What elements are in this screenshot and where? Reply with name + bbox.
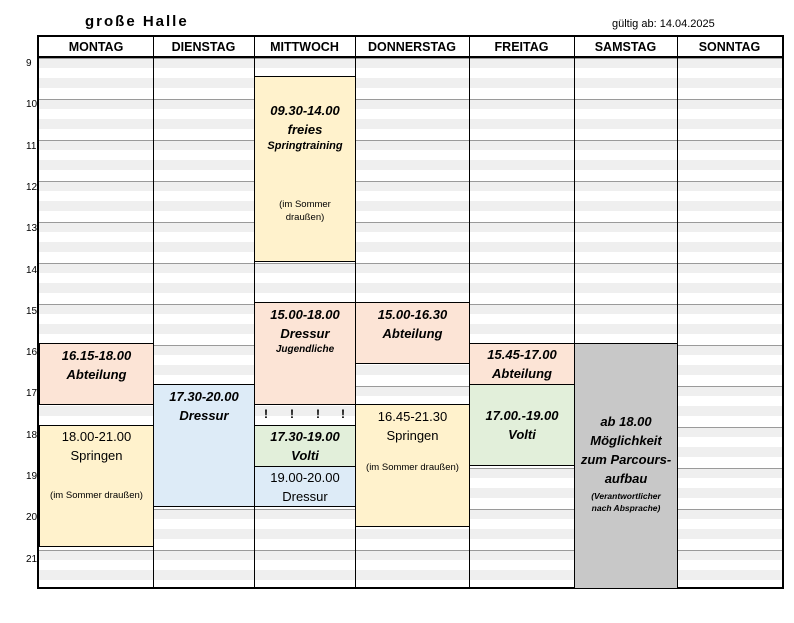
hour-label: 15 (26, 305, 38, 317)
hour-label: 20 (26, 512, 38, 524)
event-time: 15.45-17.00 (487, 347, 557, 362)
event-wednesday-dressur (254, 302, 356, 405)
valid-from-label: gültig ab: 14.04.2025 (612, 18, 715, 30)
event-title: Dressur (282, 489, 328, 504)
hour-line (39, 263, 782, 264)
event-note: (im Sommer draußen) (50, 490, 143, 501)
event-time: 17.30-20.00 (169, 389, 239, 404)
hall-title: große Halle (85, 13, 189, 30)
event-line: Möglichkeit (590, 433, 662, 448)
event-time: 16.15-18.00 (61, 348, 132, 363)
event-tuesday-dressur (153, 384, 255, 507)
event-title: Abteilung (382, 326, 443, 341)
hour-label: 19 (26, 471, 38, 482)
event-wednesday-springtraining (254, 76, 356, 262)
hour-label: 21 (26, 553, 38, 565)
warning-mark: ! (316, 407, 320, 421)
event-time: 15.00-18.00 (270, 307, 340, 322)
event-wednesday-volti (254, 425, 356, 467)
day-header-friday: FREITAG (469, 37, 574, 58)
event-monday-springen (39, 425, 154, 547)
event-friday-volti (469, 384, 575, 466)
event-thursday-abteilung (355, 302, 470, 364)
event-title: Springen (70, 448, 123, 463)
half-hour-band (39, 201, 782, 211)
event-time: 15.00-16.30 (377, 307, 448, 322)
event-title: Dressur (179, 408, 229, 423)
hour-label: 13 (26, 223, 38, 235)
event-title: Dressur (280, 326, 330, 341)
event-title: Volti (508, 427, 536, 442)
half-hour-band (39, 283, 782, 293)
event-title: Volti (291, 448, 319, 463)
event-line: aufbau (604, 471, 648, 486)
event-title: Abteilung (66, 367, 127, 382)
half-hour-band (39, 78, 782, 88)
event-time: 18.00-21.00 (61, 429, 132, 444)
event-line: freies (287, 122, 323, 137)
hour-label: 18 (26, 429, 38, 441)
event-time: 17.30-19.00 (270, 429, 340, 444)
hour-band (39, 140, 782, 150)
event-wednesday-dressur-evening (254, 466, 356, 507)
hour-band (39, 181, 782, 191)
hour-label: 10 (26, 99, 38, 111)
day-header-thursday: DONNERSTAG (355, 37, 469, 58)
hour-label: 9 (26, 58, 32, 69)
event-note: (im Sommer draußen) (279, 199, 331, 223)
event-note: (Verantwortlicher (591, 491, 661, 501)
day-header-monday: MONTAG (39, 37, 153, 58)
warning-mark: ! (264, 407, 268, 421)
half-hour-band (39, 242, 782, 252)
warning-mark: ! (341, 407, 345, 421)
event-title: Abteilung (492, 366, 552, 381)
half-hour-band (39, 119, 782, 129)
event-time: 17.00.-19.00 (485, 408, 559, 423)
event-note: (im Sommer draußen) (366, 462, 459, 473)
hour-band (39, 222, 782, 232)
day-header-tuesday: DIENSTAG (153, 37, 254, 58)
event-line: Springtraining (267, 140, 343, 152)
event-line: zum Parcours- (580, 452, 672, 467)
hour-line (39, 140, 782, 141)
event-friday-abteilung (469, 343, 575, 385)
hour-band (39, 263, 782, 273)
hour-line (39, 58, 782, 59)
event-time: 19.00-20.00 (270, 470, 340, 485)
hour-band (39, 99, 782, 109)
schedule-grid (37, 35, 784, 589)
hour-label: 12 (26, 181, 38, 193)
hour-band (39, 58, 782, 68)
hour-label: 11 (26, 140, 37, 152)
event-thursday-springen (355, 404, 470, 527)
day-header-wednesday: MITTWOCH (254, 37, 355, 58)
event-title: Springen (386, 428, 439, 443)
hour-line (39, 99, 782, 100)
event-sub: Jugendliche (275, 344, 335, 355)
day-header-sunday: SONNTAG (677, 37, 782, 58)
day-header-saturday: SAMSTAG (574, 37, 677, 58)
hour-line (39, 222, 782, 223)
event-time: 16.45-21.30 (377, 409, 448, 424)
hour-label: 17 (26, 388, 38, 400)
event-time: ab 18.00 (600, 414, 652, 429)
warning-mark: ! (290, 407, 294, 421)
event-note: nach Absprache) (591, 503, 661, 513)
event-monday-abteilung (39, 343, 154, 405)
hour-label: 14 (26, 264, 38, 276)
event-saturday-parcours (574, 343, 678, 589)
hour-line (39, 181, 782, 182)
half-hour-band (39, 160, 782, 170)
event-time: 09.30-14.00 (270, 103, 340, 118)
hour-label: 16 (26, 347, 38, 359)
